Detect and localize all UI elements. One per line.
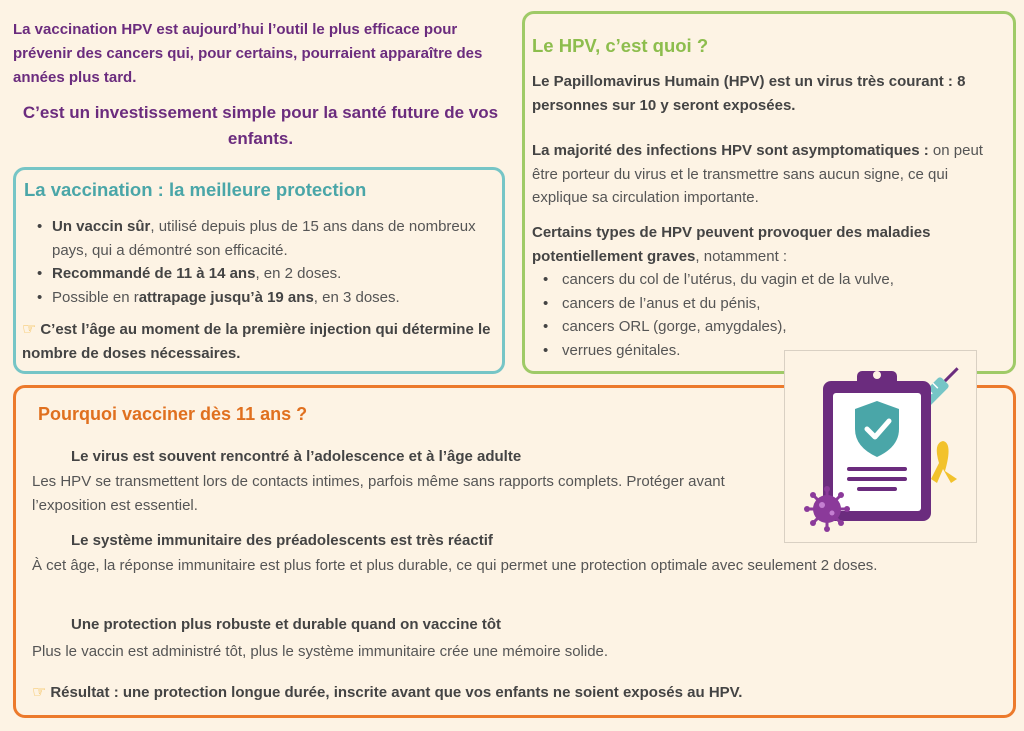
clipboard-shield-vaccine-icon [784, 350, 977, 543]
item-bold: attrapage jusqu’à 19 ans [138, 288, 314, 306]
item-text: , en 3 doses. [313, 288, 400, 306]
why-result [32, 682, 742, 702]
result-text: Résultat : une protection longue durée, inscrite avant que vos enfants ne soient exposés au HPV. [50, 684, 743, 701]
item-text: , en 2 doses. [255, 265, 342, 282]
pointing-hand-icon: ☞ [22, 321, 37, 338]
virus-icon [804, 486, 850, 532]
illustration-svg [785, 351, 978, 544]
hpv-paragraph-1: Le Papillomavirus Humain (HPV) est un virus très courant : 8 personnes sur 10 y seront exposées. [532, 73, 966, 114]
why-heading-1: Le virus est souvent rencontré à l’adolescence et à l’âge adulte [71, 448, 522, 465]
item-bold: Un vaccin sûr [52, 218, 151, 235]
p2-bold: La majorité des infections HPV sont asymptomatiques : [532, 142, 929, 159]
vaccination-note [22, 318, 492, 366]
why-title: Pourquoi vacciner dès 11 ans ? [38, 404, 308, 424]
why-heading-3: Une protection plus robuste et durable quand on vaccine tôt [71, 616, 502, 633]
why-body-1: Les HPV se transmettent lors de contacts intimes, parfois même sans rapports complets. Protéger avant l’exposition est essentiel. [32, 473, 725, 514]
item-bold: Recommandé de 11 à 14 ans [52, 265, 256, 282]
why-body-3: Plus le vaccin est administré tôt, plus le système immunitaire crée une mémoire solide. [32, 643, 609, 660]
vaccination-box [13, 167, 505, 374]
p2-text: on peut être porteur du virus et le transmettre sans aucun signe, ce qui explique sa circulation importante. [532, 142, 983, 206]
pointing-hand-icon: ☞ [32, 684, 47, 701]
list-item [26, 262, 496, 286]
why-heading-2: Le système immunitaire des préadolescents est très réactif [71, 532, 493, 549]
why-body-2: À cet âge, la réponse immunitaire est plus forte et plus durable, ce qui permet une protection optimale avec seulement 2 doses. [32, 557, 878, 574]
item-pre: Possible en r [52, 288, 139, 306]
list-item: • cancers de l’anus et du pénis, [532, 292, 1002, 316]
list-item: • cancers ORL (gorge, amygdales), [532, 315, 1002, 339]
hpv-paragraph-2 [532, 139, 1008, 210]
list-item: • verrues génitales. [532, 339, 1002, 363]
hpv-box [522, 11, 1016, 374]
intro-text: La vaccination HPV est aujourd’hui l’outil le plus efficace pour prévenir des cancers qui, pour certains, pourraient apparaître des années plus tard. [13, 21, 483, 86]
hpv-disease-list [532, 268, 1002, 362]
p3-bold: Certains types de HPV peuvent provoquer des maladies potentiellement graves [532, 224, 931, 265]
list-item: • cancers du col de l’utérus, du vagin et de la vulve, [532, 268, 1002, 292]
p3-text: , notamment : [695, 247, 788, 265]
ribbon-icon [931, 441, 957, 483]
intro-tagline: C’est un investissement simple pour la santé future de vos enfants. [22, 103, 499, 148]
note-text: C’est l’âge au moment de la première injection qui détermine le nombre de doses nécessaires. [22, 321, 491, 362]
vaccination-list [26, 215, 496, 309]
list-item [26, 286, 496, 310]
list-item [26, 215, 496, 262]
item-text: , utilisé depuis plus de 15 ans dans de nombreux pays, qui a démontré son efficacité. [52, 218, 476, 259]
hpv-title: Le HPV, c’est quoi ? [532, 35, 709, 56]
hpv-paragraph-3 [532, 221, 1008, 268]
vaccination-title: La vaccination : la meilleure protection [24, 179, 367, 200]
